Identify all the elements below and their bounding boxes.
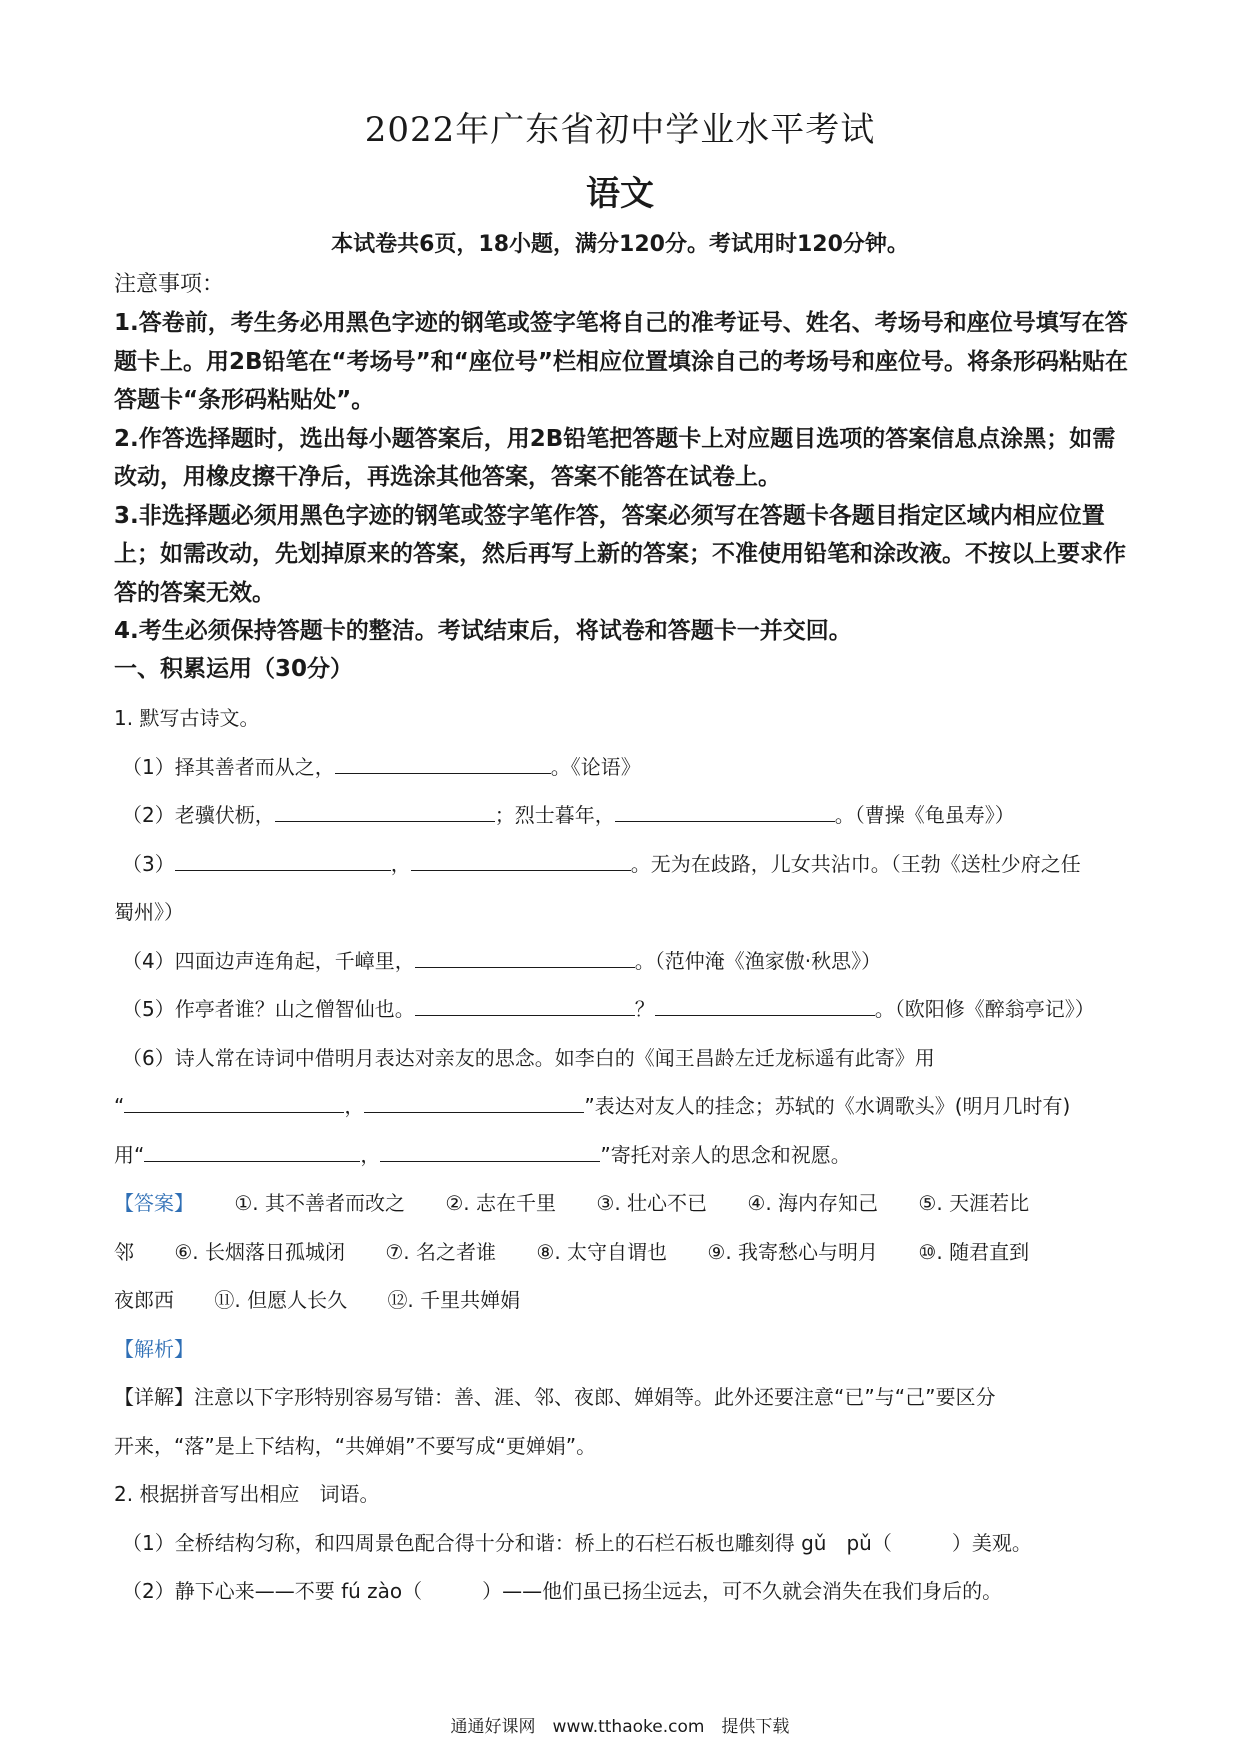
answer-blank [335, 751, 551, 774]
q1-part-1 [114, 743, 1134, 792]
q1-stem: 1. 默写古诗文。 [114, 706, 260, 730]
answer-blank [275, 799, 495, 822]
answer-item: ②. 志在千里 [445, 1191, 557, 1215]
q1-p6-use: 用“ [114, 1142, 145, 1167]
answer-item: ⑨. 我寄愁心与明月 [707, 1239, 879, 1264]
analysis-detail-cont: 开来，“落”是上下结构，“共婵娟”不要写成“更婵娟”。 [114, 1433, 597, 1458]
q1-p5-source: 。（欧阳修《醉翁亭记》） [874, 997, 1095, 1021]
q1-part-3-cont: 蜀州》） [114, 900, 184, 924]
q1-part-6-line3 [114, 1131, 1134, 1180]
answer-blank [144, 1139, 360, 1162]
q1-p4-source: 。（范仲淹《渔家傲·秋思》） [634, 948, 882, 973]
q1-p2-text: （2）老骥伏枥， [122, 803, 275, 827]
section-heading: 一、积累运用（30分） [114, 656, 354, 682]
answer-line-3 [114, 1276, 1134, 1325]
answer-blank [380, 1139, 600, 1162]
answer-item: ⑥. 长烟落日孤城闭 [174, 1239, 346, 1264]
q1-p1-source: 。《论语》 [550, 754, 641, 779]
q1-part-5 [114, 985, 1134, 1034]
q1-p6-end: ”寄托对亲人的思念和祝愿。 [600, 1142, 851, 1167]
rule-2: 2.作答选择题时，选出每小题答案后，用2B铅笔把答题卡上对应题目选项的答案信息点涂黑；如需改动，用橡皮擦干净后，再选涂其他答案，答案不能答在试卷上。 [114, 425, 1116, 490]
q1-p4-text: （4）四面边声连角起，千嶂里， [122, 948, 415, 973]
exam-info: 本试卷共6页，18小题，满分120分。考试用时120分钟。 [331, 232, 909, 257]
q1-p3-text: 。无为在歧路，儿女共沾巾。（王勃《送杜少府之任 [630, 851, 1081, 876]
answer-item: ⑤. 天涯若比 [918, 1191, 1030, 1215]
answer-item: ①. 其不善者而改之 [234, 1191, 406, 1215]
answer-item: ⑧. 太守自谓也 [536, 1239, 668, 1264]
q1-part-3 [114, 840, 1134, 889]
q2-part-2: （2）静下心来——不要 fú zào（ ）——他们虽已扬尘远去，可不久就会消失在我们身后的。 [122, 1579, 1003, 1603]
answer-line-2 [114, 1228, 1134, 1277]
answer-item: ⑪. 但愿人长久 [214, 1288, 348, 1312]
answer-blank [364, 1090, 584, 1113]
q1-p2-mid: ；烈士暮年， [494, 803, 615, 827]
rule-4: 4.考生必须保持答题卡的整洁。考试结束后，将试卷和答题卡一并交回。 [114, 618, 852, 644]
q1-part-4 [114, 937, 1134, 986]
q1-p5-text: （5）作亭者谁？山之僧智仙也。 [122, 997, 415, 1021]
answer-item: ③. 壮心不已 [596, 1191, 708, 1215]
q1-p6-mid: ”表达对友人的挂念；苏轼的《水调歌头》(明月几时有) [584, 1094, 1071, 1118]
rule-3: 3.非选择题必须用黑色字迹的钢笔或签字笔作答，答案必须写在答题卡各题目指定区域内相应位置上；如需改动，先划掉原来的答案，然后再写上新的答案；不准使用铅笔和涂改液。不按以上要求作答的答案无效。 [114, 502, 1126, 606]
answer-blank [175, 848, 391, 871]
answer-tag: 【答案】 [114, 1191, 194, 1215]
q1-part-2 [114, 791, 1134, 840]
answer-blank [411, 848, 631, 871]
answer-item: ⑫. 千里共婵娟 [387, 1288, 521, 1312]
q1-p2-source: 。（曹操《龟虽寿》） [834, 803, 1015, 827]
q1-part-6: （6）诗人常在诗词中借明月表达对亲友的思念。如李白的《闻王昌龄左迁龙标遥有此寄》用 [122, 1045, 935, 1070]
analysis-detail: 【详解】注意以下字形特别容易写错：善、涯、邻、夜郎、婵娟等。此外还要注意“已”与“己”要区分 [114, 1385, 996, 1409]
answer-item: 夜郎西 [114, 1288, 174, 1312]
answer-item: 邻 [114, 1239, 134, 1264]
question-body [114, 694, 1134, 1616]
answer-item: ⑩. 随君直到 [918, 1239, 1030, 1264]
open-quote: “ [114, 1094, 125, 1118]
q1-p1-text: （1）择其善者而从之， [122, 754, 335, 779]
answer-blank [415, 945, 635, 968]
answer-item: ⑦. 名之者谁 [385, 1239, 497, 1264]
answer-line-1 [114, 1179, 1134, 1228]
subject-title: 语文 [586, 174, 654, 214]
q1-part-6-line2 [114, 1082, 1134, 1131]
answer-blank [655, 993, 875, 1016]
q1-p3-num: （3） [122, 851, 175, 876]
notice-heading: 注意事项： [114, 272, 225, 297]
answer-item: ④. 海内存知己 [747, 1191, 879, 1215]
analysis-tag: 【解析】 [114, 1336, 194, 1361]
comma: ， [360, 1142, 381, 1167]
rule-1: 1.答卷前，考生务必用黑色字迹的钢笔或签字笔将自己的准考证号、姓名、考场号和座位号填写在答题卡上。用2B铅笔在“考场号”和“座位号”栏相应位置填涂自己的考场号和座位号。将条形码粘贴在答题卡“条形码粘贴处”。 [114, 310, 1128, 413]
answer-blank [124, 1090, 344, 1113]
answer-blank [415, 993, 635, 1016]
notice-rules [114, 304, 1134, 651]
exam-title: 2022年广东省初中学业水平考试 [364, 110, 876, 150]
q1-p5-q: ？ [634, 997, 655, 1021]
q1-p3-comma: ， [390, 851, 411, 876]
q2-stem: 2. 根据拼音写出相应 词语。 [114, 1482, 380, 1506]
answer-blank [615, 799, 835, 822]
q2-part-1: （1）全桥结构匀称，和四周景色配合得十分和谐：桥上的石栏石板也雕刻得 gǔ pǔ（ ）美观。 [122, 1530, 1032, 1555]
footer-source: 通通好课网 www.tthaoke.com 提供下载 [450, 1717, 790, 1737]
comma: ， [344, 1094, 365, 1118]
